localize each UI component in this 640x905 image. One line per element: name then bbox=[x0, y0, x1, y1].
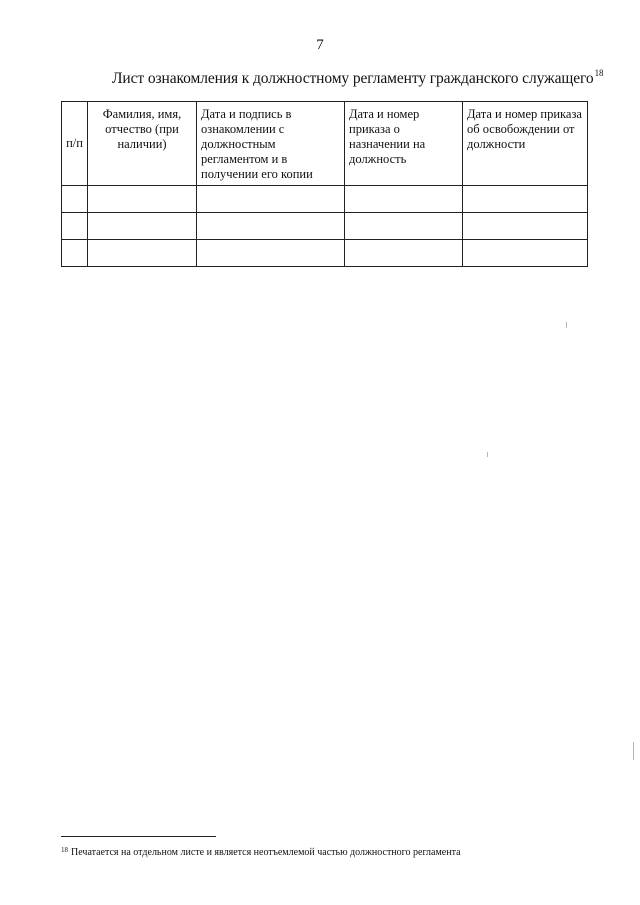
footnote-text: Печатается на отдельном листе и является неотъемлемой частью должностного регламента bbox=[71, 847, 461, 858]
table-header-row bbox=[62, 102, 588, 186]
footnote-separator bbox=[61, 836, 216, 837]
table-cell[interactable] bbox=[62, 240, 88, 267]
table-cell[interactable] bbox=[88, 213, 197, 240]
footnote-marker: 18 bbox=[61, 846, 68, 854]
table-row bbox=[62, 240, 588, 267]
table-cell[interactable] bbox=[88, 186, 197, 213]
header-cell-appointment-order: Дата и номер приказа о назначении на должность bbox=[345, 102, 463, 186]
table-cell[interactable] bbox=[88, 240, 197, 267]
table-row bbox=[62, 186, 588, 213]
title-footnote-ref: 18 bbox=[594, 68, 604, 78]
scan-artifact bbox=[566, 322, 567, 328]
table-cell[interactable] bbox=[62, 213, 88, 240]
table-cell[interactable] bbox=[463, 240, 588, 267]
document-title-text: Лист ознакомления к должностному регламенту гражданского служащего bbox=[112, 70, 594, 87]
table-cell[interactable] bbox=[62, 186, 88, 213]
document-title bbox=[112, 68, 603, 88]
footnote bbox=[61, 846, 461, 858]
acknowledgement-table bbox=[61, 101, 588, 267]
scan-artifact bbox=[633, 742, 634, 760]
table-cell[interactable] bbox=[463, 213, 588, 240]
table-cell[interactable] bbox=[197, 213, 345, 240]
table-row bbox=[62, 213, 588, 240]
header-cell-number: п/п bbox=[62, 102, 88, 186]
header-cell-full-name: Фамилия, имя, отчество (при наличии) bbox=[88, 102, 197, 186]
table-cell[interactable] bbox=[345, 240, 463, 267]
scan-artifact bbox=[487, 452, 488, 457]
page-number: 7 bbox=[316, 37, 324, 53]
table-body bbox=[62, 186, 588, 267]
table-cell[interactable] bbox=[345, 186, 463, 213]
table-cell[interactable] bbox=[197, 240, 345, 267]
table-cell[interactable] bbox=[463, 186, 588, 213]
header-cell-signature-date: Дата и подпись в ознакомлении с должностным регламентом и в получении его копии bbox=[197, 102, 345, 186]
table-cell[interactable] bbox=[197, 186, 345, 213]
table-cell[interactable] bbox=[345, 213, 463, 240]
header-cell-dismissal-order: Дата и номер приказа об освобождении от должности bbox=[463, 102, 588, 186]
